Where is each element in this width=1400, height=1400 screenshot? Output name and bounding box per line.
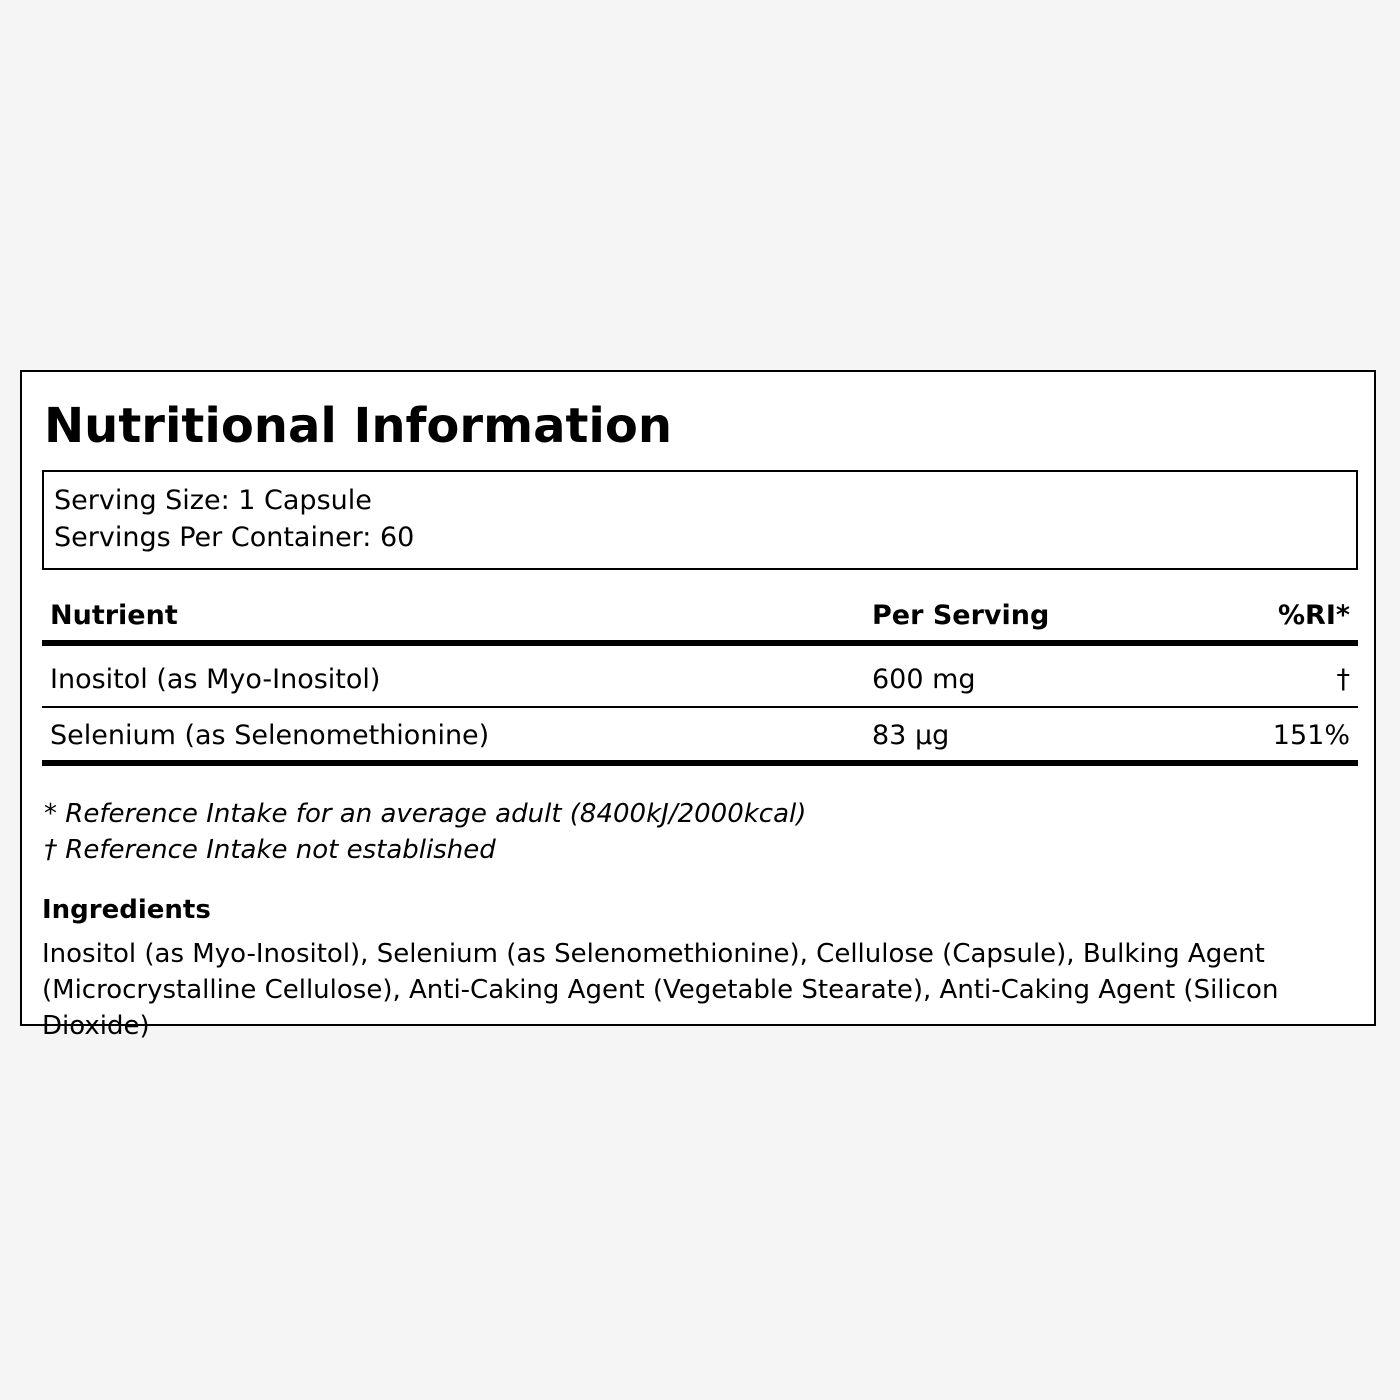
nutrient-name: Inositol (as Myo-Inositol): [50, 664, 381, 695]
table-header-row: [42, 594, 1358, 646]
nutrient-table: [42, 594, 1358, 766]
ingredients-heading: Ingredients: [42, 895, 211, 925]
per-serving-value: 83 µg: [872, 720, 950, 751]
header-nutrient: Nutrient: [50, 600, 178, 631]
ri-value: 151%: [1272, 720, 1350, 751]
serving-size: Serving Size: 1 Capsule: [54, 485, 372, 516]
header-per-serving: Per Serving: [872, 600, 1050, 631]
table-row: [42, 708, 1358, 766]
serving-info-box: [42, 470, 1358, 570]
per-serving-value: 600 mg: [872, 664, 976, 695]
servings-per-container: Servings Per Container: 60: [54, 522, 415, 553]
footnote-reference-intake: * Reference Intake for an average adult (8400kJ/2000kcal): [44, 799, 807, 829]
page-title: Nutritional Information: [44, 398, 673, 454]
footnotes: [44, 796, 806, 868]
footnote-not-established: † Reference Intake not established: [44, 835, 496, 865]
ingredients-text: Inositol (as Myo-Inositol), Selenium (as Selenomethionine), Cellulose (Capsule), Bulking Agent (Microcrystalline Cellulose), Anti-Caking Agent (Vegetable Stearate), Anti-Caking Agent (Silicon Dioxide): [42, 939, 1279, 1041]
header-ri: %RI*: [1277, 600, 1350, 631]
nutrition-panel: [20, 370, 1376, 1041]
nutrient-name: Selenium (as Selenomethionine): [50, 720, 490, 751]
ri-value: †: [1336, 664, 1350, 695]
table-row: [42, 646, 1358, 708]
